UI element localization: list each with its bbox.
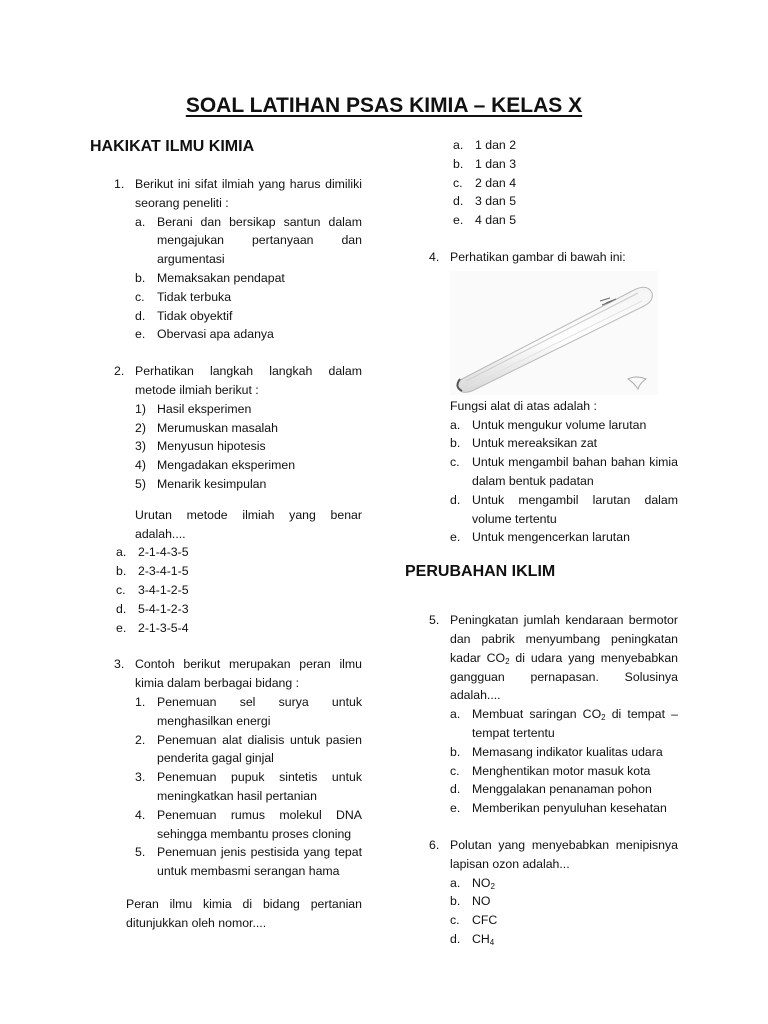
option-item bbox=[450, 528, 678, 547]
option-text: Untuk mengukur volume larutan bbox=[472, 417, 647, 432]
question-text-part: Peningkatan jumlah kendaraan bermotor dan pabrik menyumbang peningkatan kadar CO bbox=[450, 613, 678, 665]
question-text: Perhatikan langkah langkah dalam metode ilmiah berikut : bbox=[135, 364, 362, 397]
step-list bbox=[135, 400, 362, 494]
option-item bbox=[450, 416, 678, 435]
option-text: 1 dan 3 bbox=[475, 156, 517, 171]
option-label: c. bbox=[453, 175, 463, 190]
option-text: Untuk mengambil bahan bahan kimia dalam bentuk padatan bbox=[472, 455, 678, 488]
option-label: a. bbox=[450, 875, 461, 890]
option-item bbox=[453, 136, 678, 155]
option-item bbox=[116, 562, 362, 581]
option-text: Tidak obyektif bbox=[157, 308, 233, 323]
option-text: Berani dan bersikap santun dalam mengajukan pertanyaan dan argumentasi bbox=[157, 214, 362, 267]
option-list bbox=[450, 705, 678, 818]
subscript: 2 bbox=[490, 881, 495, 891]
option-label: c. bbox=[116, 582, 126, 597]
item-label: 3. bbox=[135, 770, 146, 785]
option-item bbox=[453, 211, 678, 230]
option-label: d. bbox=[135, 308, 146, 323]
option-item bbox=[116, 600, 362, 619]
option-text: NO bbox=[472, 894, 491, 909]
option-label: d. bbox=[450, 492, 461, 507]
option-item bbox=[453, 174, 678, 193]
step-text: Menarik kesimpulan bbox=[157, 476, 267, 491]
option-text: Untuk mengambil larutan dalam volume tertentu bbox=[472, 492, 678, 526]
option-item bbox=[450, 453, 678, 491]
option-item bbox=[450, 434, 678, 453]
option-text: 2-1-3-5-4 bbox=[138, 620, 189, 635]
option-text: 2-1-4-3-5 bbox=[138, 545, 189, 560]
option-item bbox=[135, 288, 362, 307]
item-text: Penemuan sel surya untuk menghasilkan energi bbox=[157, 694, 362, 728]
option-label: e. bbox=[453, 213, 464, 228]
option-label: a. bbox=[450, 417, 461, 432]
option-label: d. bbox=[450, 931, 461, 946]
option-text: 3 dan 5 bbox=[475, 194, 517, 209]
option-text: Memberikan penyuluhan kesehatan bbox=[472, 801, 667, 816]
option-label: a. bbox=[450, 707, 461, 722]
question-number: 3. bbox=[114, 657, 125, 672]
item-entry bbox=[135, 806, 362, 844]
option-label: b. bbox=[450, 894, 461, 909]
option-label: a. bbox=[116, 545, 127, 560]
option-text: di tempat – tempat tertentu bbox=[472, 707, 678, 740]
option-item bbox=[450, 911, 678, 930]
option-label: e. bbox=[135, 327, 146, 342]
question-number: 6. bbox=[429, 837, 440, 852]
section-heading-hakikat: HAKIKAT ILMU KIMIA bbox=[90, 138, 255, 155]
option-label: e. bbox=[450, 801, 461, 816]
option-label: b. bbox=[450, 744, 461, 759]
question-4 bbox=[405, 248, 678, 547]
option-item bbox=[450, 743, 678, 762]
option-label: e. bbox=[116, 620, 127, 635]
option-item bbox=[116, 619, 362, 638]
option-text: CFC bbox=[472, 913, 498, 928]
option-list-q3 bbox=[405, 136, 678, 230]
option-label: d. bbox=[450, 782, 461, 797]
subscript: 2 bbox=[505, 656, 510, 666]
step-item bbox=[135, 419, 362, 438]
question-number: 5. bbox=[429, 613, 440, 628]
test-tube-icon bbox=[450, 271, 658, 395]
subscript: 4 bbox=[489, 937, 495, 947]
option-text: 1 dan 2 bbox=[475, 138, 517, 152]
option-item bbox=[450, 762, 678, 781]
option-text: Tidak terbuka bbox=[157, 289, 232, 304]
question-prompt: Urutan metode ilmiah yang benar adalah.... bbox=[135, 507, 362, 541]
option-label: c. bbox=[450, 913, 460, 928]
option-label: c. bbox=[450, 455, 460, 470]
option-text: Memasang indikator kualitas udara bbox=[472, 744, 663, 759]
option-item bbox=[116, 581, 362, 600]
question-1 bbox=[90, 175, 362, 344]
question-number: 1. bbox=[114, 177, 125, 191]
item-text: Penemuan pupuk sintetis untuk meningkatkan hasil pertanian bbox=[157, 770, 362, 803]
question-text bbox=[450, 611, 678, 705]
question-number: 4. bbox=[429, 249, 440, 264]
step-label: 2) bbox=[135, 420, 146, 435]
option-text: Membuat saringan CO bbox=[472, 707, 602, 722]
question-2 bbox=[90, 362, 362, 543]
option-item bbox=[450, 491, 678, 529]
option-item bbox=[135, 269, 362, 288]
section-heading-iklim: PERUBAHAN IKLIM bbox=[405, 563, 556, 581]
step-label: 5) bbox=[135, 476, 146, 491]
item-label: 5. bbox=[135, 845, 146, 860]
subscript: 2 bbox=[601, 713, 606, 723]
option-label: c. bbox=[135, 289, 145, 304]
option-item bbox=[135, 213, 362, 269]
option-text: CH bbox=[472, 931, 490, 946]
item-list bbox=[135, 693, 362, 881]
option-label: e. bbox=[450, 530, 461, 545]
option-item bbox=[450, 892, 678, 911]
option-label: b. bbox=[116, 564, 127, 579]
option-list bbox=[450, 874, 678, 949]
question-prompt: Fungsi alat di atas adalah : bbox=[450, 398, 597, 413]
option-item bbox=[135, 325, 362, 344]
question-text: Perhatikan gambar di bawah ini: bbox=[450, 249, 626, 264]
question-text: Berikut ini sifat ilmiah yang harus dimiliki seorang peneliti : bbox=[135, 177, 362, 210]
option-text: Menggalakan penanaman pohon bbox=[472, 782, 652, 797]
step-text: Mengadakan eksperimen bbox=[157, 458, 296, 473]
question-text: Contoh berikut merupakan peran ilmu kimia dalam berbagai bidang : bbox=[135, 657, 362, 691]
item-entry bbox=[135, 731, 362, 769]
item-text: Penemuan jenis pestisida yang tepat untuk membasmi serangan hama bbox=[157, 845, 362, 879]
option-item bbox=[450, 799, 678, 818]
item-label: 2. bbox=[135, 732, 146, 747]
item-entry bbox=[135, 768, 362, 806]
option-text: Obervasi apa adanya bbox=[157, 327, 274, 342]
question-number: 2. bbox=[114, 364, 125, 379]
option-item bbox=[116, 543, 362, 562]
option-list bbox=[450, 416, 678, 548]
option-label: b. bbox=[453, 156, 464, 171]
item-text: Penemuan alat dialisis untuk pasien penderita gagal ginjal bbox=[157, 732, 362, 766]
option-list bbox=[90, 543, 362, 637]
step-item bbox=[135, 400, 362, 419]
option-text: Untuk mereaksikan zat bbox=[472, 436, 598, 451]
step-label: 3) bbox=[135, 439, 146, 454]
question-text: Polutan yang menyebabkan menipisnya lapisan ozon adalah... bbox=[450, 837, 678, 871]
step-text: Merumuskan masalah bbox=[157, 420, 278, 435]
option-label: d. bbox=[116, 601, 127, 616]
option-item bbox=[450, 780, 678, 799]
option-label: d. bbox=[453, 194, 464, 209]
step-text: Menyusun hipotesis bbox=[157, 439, 266, 454]
option-label: c. bbox=[450, 763, 460, 778]
item-text: Penemuan rumus molekul DNA sehingga membantu proses cloning bbox=[157, 807, 362, 841]
test-tube-image bbox=[450, 271, 658, 395]
option-text: 4 dan 5 bbox=[475, 213, 517, 228]
option-text: Memaksakan pendapat bbox=[157, 270, 285, 285]
option-text: 5-4-1-2-3 bbox=[138, 601, 189, 616]
left-column bbox=[90, 136, 362, 932]
option-item bbox=[450, 930, 678, 949]
item-entry bbox=[135, 843, 362, 881]
item-entry bbox=[135, 693, 362, 731]
question-prompt: Peran ilmu kimia di bidang pertanian ditunjukkan oleh nomor.... bbox=[126, 896, 362, 930]
option-text: Untuk mengencerkan larutan bbox=[472, 530, 630, 545]
item-label: 4. bbox=[135, 807, 146, 822]
item-label: 1. bbox=[135, 694, 146, 709]
option-text: 2 dan 4 bbox=[475, 175, 517, 190]
option-item bbox=[135, 307, 362, 326]
page-title: SOAL LATIHAN PSAS KIMIA – KELAS X bbox=[185, 94, 583, 117]
question-6 bbox=[405, 836, 678, 949]
step-label: 4) bbox=[135, 458, 146, 473]
option-item bbox=[450, 705, 678, 743]
step-item bbox=[135, 437, 362, 456]
step-item bbox=[135, 475, 362, 494]
option-item bbox=[453, 155, 678, 174]
option-item bbox=[450, 874, 678, 893]
right-column bbox=[405, 136, 678, 949]
option-list bbox=[135, 213, 362, 345]
option-label: a. bbox=[453, 138, 464, 152]
question-3 bbox=[90, 655, 362, 881]
option-item bbox=[453, 192, 678, 211]
option-text: 3-4-1-2-5 bbox=[138, 582, 189, 597]
option-text: NO bbox=[472, 875, 491, 890]
option-text: 2-3-4-1-5 bbox=[138, 564, 189, 579]
step-label: 1) bbox=[135, 401, 146, 416]
step-text: Hasil eksperimen bbox=[157, 401, 252, 416]
step-item bbox=[135, 456, 362, 475]
option-label: b. bbox=[135, 270, 146, 285]
question-5 bbox=[405, 611, 678, 818]
option-label: b. bbox=[450, 436, 461, 451]
question-text-part: di udara yang menyebabkan gangguan pernapasan. Solusinya adalah.... bbox=[450, 650, 679, 703]
option-text: Menghentikan motor masuk kota bbox=[472, 763, 651, 778]
option-label: a. bbox=[135, 214, 146, 229]
